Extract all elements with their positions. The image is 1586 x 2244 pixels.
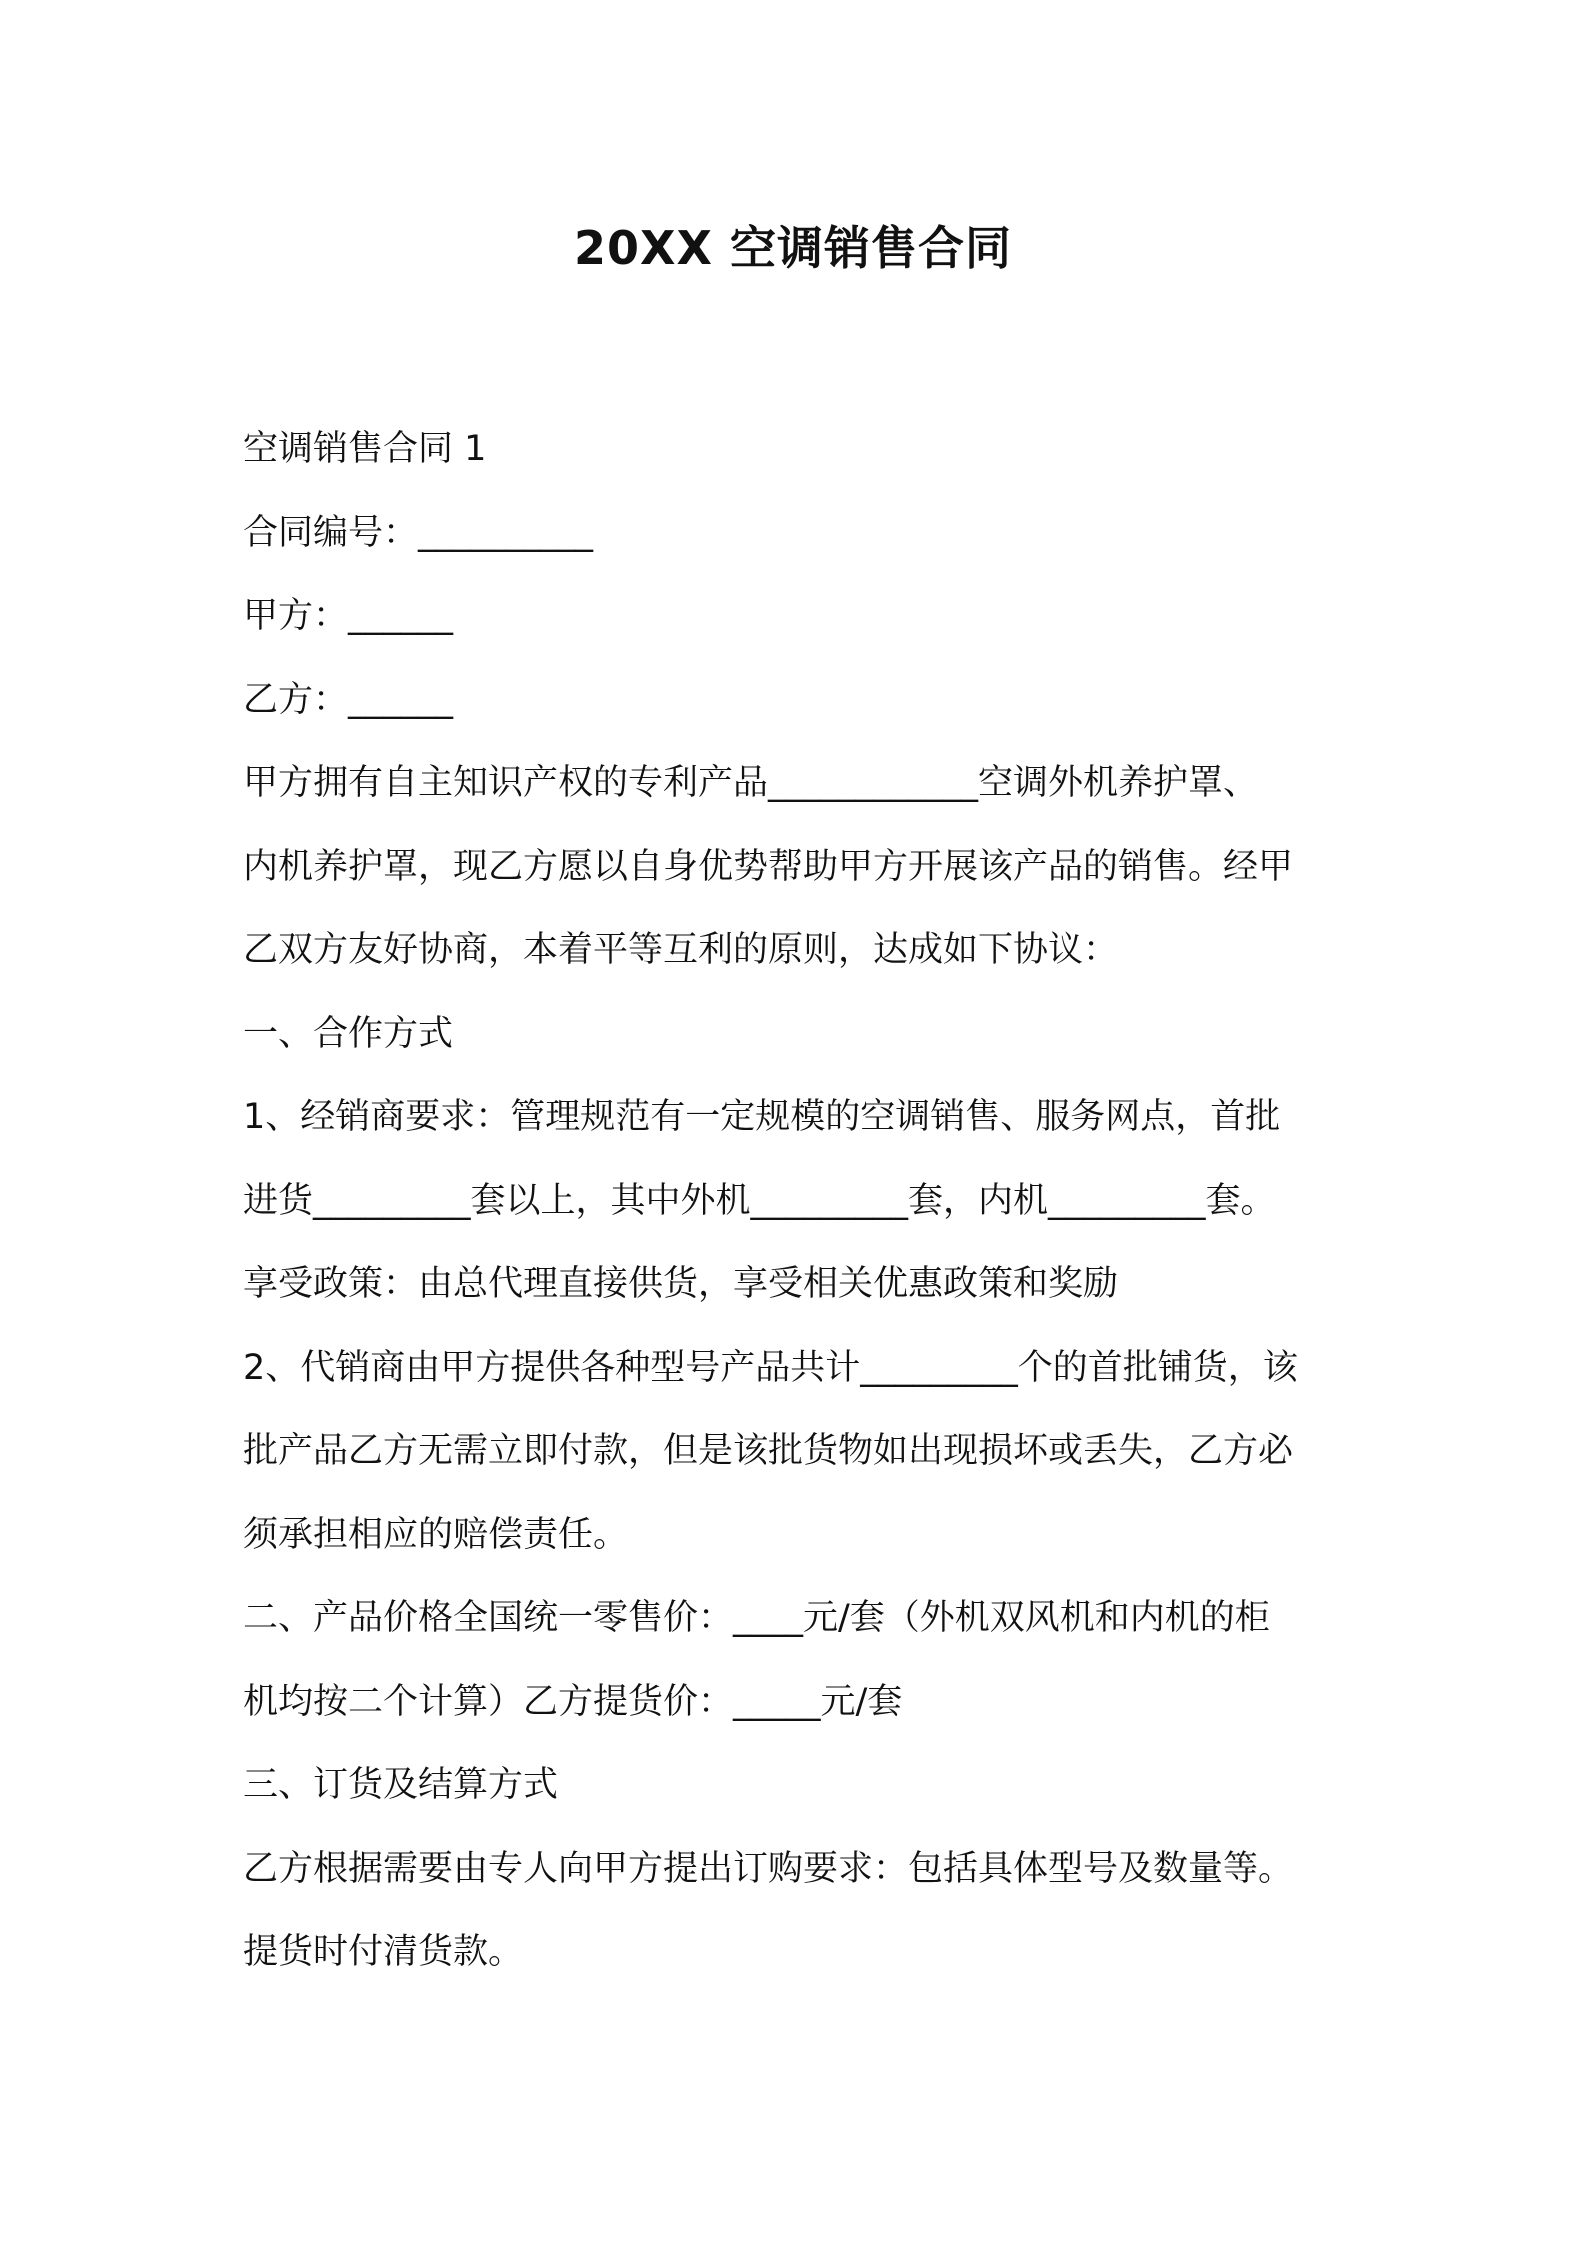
contract-number-line: 合同编号：__________: [243, 512, 594, 553]
party-a-line: 甲方：______: [243, 596, 454, 636]
document-title: 20XX 空调销售合同: [574, 221, 1012, 275]
intro-line-1: 甲方拥有自主知识产权的专利产品____________空调外机养护罩、: [243, 763, 1259, 803]
intro-line-3: 乙双方友好协商，本着平等互利的原则，达成如下协议：: [243, 930, 1119, 970]
clause-1-line-1: 1、经销商要求：管理规范有一定规模的空调销售、服务网点，首批: [243, 1097, 1281, 1137]
policy-line: 享受政策：由总代理直接供货，享受相关优惠政策和奖励: [243, 1264, 1119, 1304]
section-1-heading: 一、合作方式: [243, 1013, 454, 1054]
contract-subtitle: 空调销售合同 1: [243, 429, 487, 469]
intro-line-2: 内机养护罩，现乙方愿以自身优势帮助甲方开展该产品的销售。经甲: [243, 846, 1294, 887]
party-b-line: 乙方：______: [243, 679, 454, 720]
section-3-line-2: 提货时付清货款。: [243, 1932, 524, 1972]
clause-2-line-3: 须承担相应的赔偿责任。: [243, 1514, 629, 1555]
clause-2-line-2: 批产品乙方无需立即付款，但是该批货物如出现损坏或丢失，乙方必: [243, 1431, 1294, 1471]
section-3-heading: 三、订货及结算方式: [243, 1765, 559, 1805]
section-2-line-1: 二、产品价格全国统一零售价：____元/套（外机双风机和内机的柜: [243, 1598, 1270, 1638]
section-2-line-2: 机均按二个计算）乙方提货价：_____元/套: [243, 1681, 903, 1722]
section-3-line-1: 乙方根据需要由专人向甲方提出订购要求：包括具体型号及数量等。: [243, 1848, 1294, 1889]
clause-2-line-1: 2、代销商由甲方提供各种型号产品共计_________个的首批铺货，该: [243, 1347, 1298, 1388]
document-body: [243, 408, 1358, 1995]
clause-1-line-2: 进货_________套以上，其中外机_________套，内机_________套。: [243, 1180, 1276, 1221]
